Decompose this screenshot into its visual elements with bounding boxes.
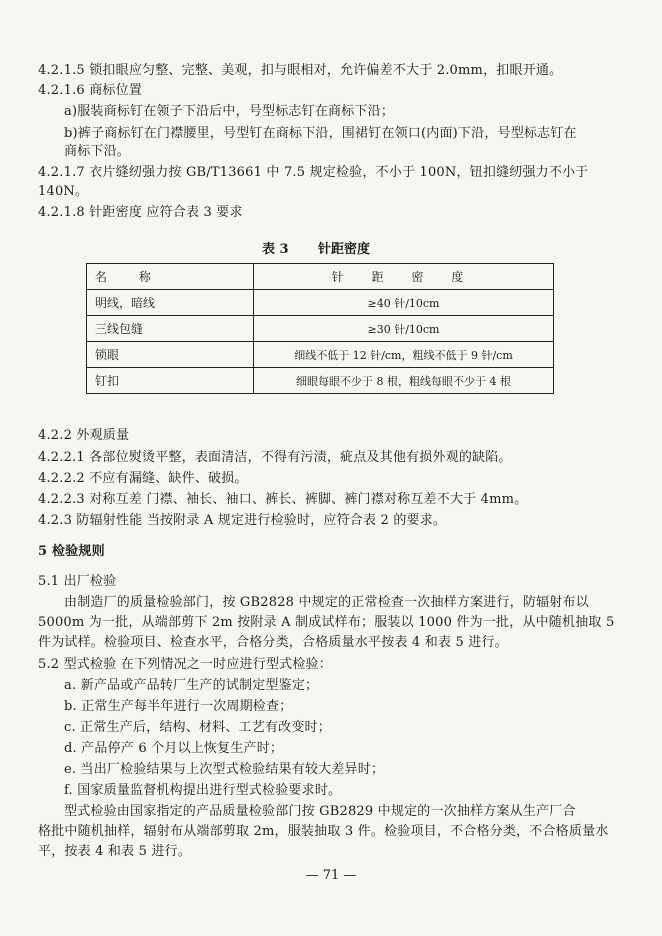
table-header-row xyxy=(87,264,554,290)
clause-4-2-2-3: 4.2.2.3 对称互差 门襟、袖长、袖口、裤长、裤脚、裤门襟对称互差不大于 4mm。 xyxy=(38,492,528,507)
row-value: 细眼每眼不少于 8 根，粗线每眼不少于 4 根 xyxy=(254,368,554,394)
para-5-1-line3: 件为试样。检验项目、检查水平，合格分类，合格质量水平按表 4 和表 5 进行。 xyxy=(38,635,508,650)
header-density: 针 距 密 度 xyxy=(254,264,554,290)
para-5-2-line1: 型式检验由国家指定的产品质量检验部门按 GB2829 中规定的一次抽样方案从生产厂合 xyxy=(64,804,576,819)
list-item-e: e. 当出厂检验结果与上次型式检验结果有较大差异时； xyxy=(64,762,385,777)
row-name: 锁眼 xyxy=(87,342,254,368)
header-name: 名 称 xyxy=(87,264,254,290)
list-item-c: c. 正常生产后，结构、材料、工艺有改变时； xyxy=(64,720,331,735)
section-5-heading: 5 检验规则 xyxy=(38,544,105,559)
row-name: 钉扣 xyxy=(87,368,254,394)
stitch-density-table xyxy=(86,263,554,394)
list-item-d: d. 产品停产 6 个月以上恢复生产时； xyxy=(64,741,284,756)
clause-4-2-1-6-b-line1: b)裤子商标钉在门襟腰里，号型钉在商标下沿，围裙钉在领口(内面)下沿，号型标志钉在 xyxy=(64,126,577,141)
clause-4-2-1-6-a: a)服装商标钉在领子下沿后中，号型标志钉在商标下沿； xyxy=(64,104,395,119)
table-row xyxy=(87,342,554,368)
clause-4-2-2-2: 4.2.2.2 不应有漏缝、缺件、破损。 xyxy=(38,471,248,486)
clause-4-2-1-7-line1: 4.2.1.7 衣片缝纫强力按 GB/T13661 中 7.5 规定检验，不小于 100N，钮扣缝纫强力不小于 xyxy=(38,165,589,180)
table-row xyxy=(87,290,554,316)
clause-4-2-1-6-b-line2: 商标下沿。 xyxy=(64,144,131,159)
clause-4-2-1-5: 4.2.1.5 锁扣眼应匀整、完整、美观，扣与眼相对，允许偏差不大于 2.0mm，扣眼开通。 xyxy=(38,63,563,78)
list-item-f: f. 国家质量监督机构提出进行型式检验要求时。 xyxy=(64,783,342,798)
clause-4-2-1-7-line2: 140N。 xyxy=(38,184,89,199)
clause-4-2-1-8: 4.2.1.8 针距密度 应符合表 3 要求 xyxy=(38,205,243,220)
para-5-1-line2: 5000m 为一批，从端部剪下 2m 按附录 A 制成试样布；服装以 1000 件为一批，从中随机抽取 5 xyxy=(38,615,615,630)
para-5-2-line2: 格批中随机抽样，辐射布从端部剪取 2m，服装抽取 3 件。检验项目，不合格分类，不合格质量水 xyxy=(38,824,609,839)
list-item-a: a. 新产品或产品转厂生产的试制定型鉴定； xyxy=(64,678,319,693)
clause-4-2-2: 4.2.2 外观质量 xyxy=(38,428,130,443)
row-name: 三线包缝 xyxy=(87,316,254,342)
clause-4-2-1-6: 4.2.1.6 商标位置 xyxy=(38,83,143,98)
row-name: 明线，暗线 xyxy=(87,290,254,316)
table-caption-number: 表 3 xyxy=(262,242,289,257)
clause-4-2-3: 4.2.3 防辐射性能 当按附录 A 规定进行检验时，应符合表 2 的要求。 xyxy=(38,513,447,528)
para-5-2-line3: 平，按表 4 和表 5 进行。 xyxy=(38,844,192,859)
table-caption-title: 针距密度 xyxy=(318,242,371,257)
section-5-2-heading: 5.2 型式检验 在下列情况之一时应进行型式检验： xyxy=(38,657,332,672)
clause-4-2-2-1: 4.2.2.1 各部位熨烫平整，表面清洁，不得有污渍，疵点及其他有损外观的缺陷。 xyxy=(38,450,512,465)
table-row xyxy=(87,316,554,342)
list-item-b: b. 正常生产每半年进行一次周期检查； xyxy=(64,699,293,714)
section-5-1-heading: 5.1 出厂检验 xyxy=(38,574,117,589)
row-value: ≥30 针/10cm xyxy=(254,316,554,342)
row-value: 细线不低于 12 针/cm，粗线不低于 9 针/cm xyxy=(254,342,554,368)
row-value: ≥40 针/10cm xyxy=(254,290,554,316)
table-row xyxy=(87,368,554,394)
page-number: — 71 — xyxy=(305,868,357,883)
para-5-1-line1: 由制造厂的质量检验部门，按 GB2828 中规定的正常检查一次抽样方案进行，防辐射布以 xyxy=(64,595,589,610)
